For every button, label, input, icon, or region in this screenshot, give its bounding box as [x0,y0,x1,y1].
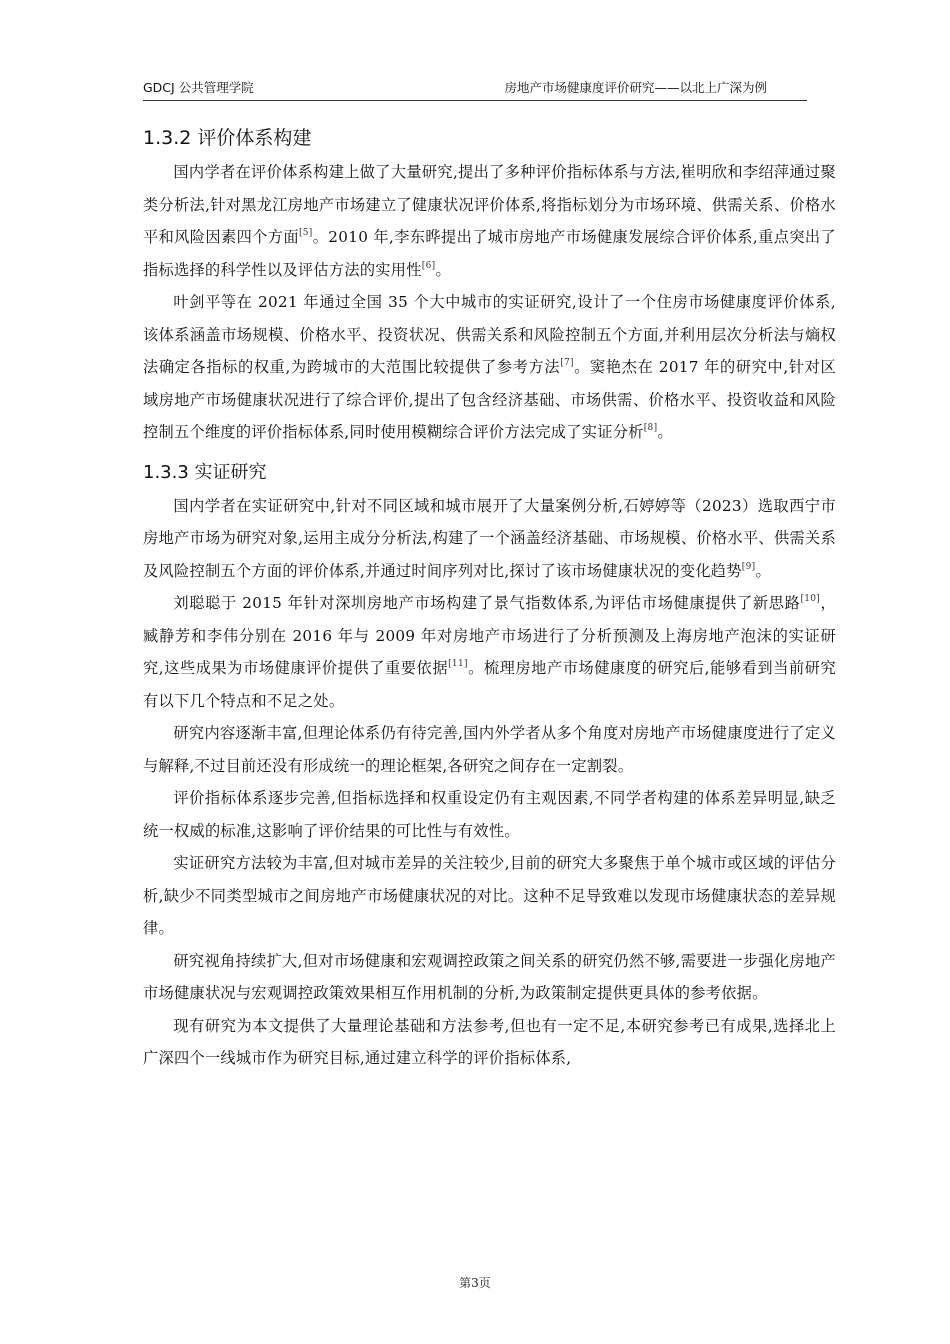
header-right: 房地产市场健康度评价研究——以北上广深为例 [504,80,767,95]
paragraph [143,156,836,286]
paragraph-text: 。 [657,423,673,441]
paragraph-text: 国内学者在实证研究中,针对不同区域和城市展开了大量案例分析,石婷婷等（2023）选取西宁市房地产市场为研究对象,运用主成分分析法,构建了一个涵盖经济基础、市场规模、价格水平、供需关系及风险控制五个方面的评价体系,并通过时间序列对比,探讨了该市场健康状况的变化趋势 [143,496,836,580]
paragraph-text: 。梳理房地产市场健康度的研究后,能够看到当前研究有以下几个特点和不足之处。 [143,659,836,710]
paragraph [143,286,836,449]
citation-ref: [11] [448,659,468,669]
citation-ref: [9] [741,561,756,572]
section-heading-1-3-3: 1.3.3 实证研究 [143,461,267,483]
paragraph: 现有研究为本文提供了大量理论基础和方法参考,但也有一定不足,本研究参考已有成果,选择北上广深四个一线城市作为研究目标,通过建立科学的评价指标体系, [143,1016,836,1067]
header-left: GDCJ 公共管理学院 [143,80,254,95]
citation-ref: [5] [298,228,313,238]
page-number: 第3页 [459,1276,491,1290]
section-heading-1-3-2: 1.3.2 评价体系构建 [143,127,312,149]
citation-ref: [8] [643,423,658,433]
paragraph [143,587,836,717]
paragraph: 实证研究方法较为丰富,但对城市差异的关注较少,目前的研究大多聚焦于单个城市或区域的评估分析,缺少不同类型城市之间房地产市场健康状况的对比。这种不足导致难以发现市场健康状态的差异规律。 [143,854,836,937]
paragraph-text: 。 [435,260,451,279]
paragraph-text: 。 [755,561,771,580]
paragraph: 评价指标体系逐步完善,但指标选择和权重设定仍有主观因素,不同学者构建的体系差异明显,缺乏统一权威的标准,这影响了评价结果的可比性与有效性。 [143,789,836,840]
page-content [143,115,836,1075]
paragraph-text: 。窦艳杰在 2017 年的研究中,针对区域房地产市场健康状况进行了综合评价,提出了包含经济基础、市场供需、价格水平、投资收益和风险控制五个维度的评价指标体系,同时使用模糊综合评价方法完成了实证分析 [143,358,836,441]
paragraph-text: 。2010 年,李东晔提出了城市房地产市场健康发展综合评价体系,重点突出了指标选择的科学性以及评估方法的实用性 [143,228,837,279]
citation-ref: [7] [560,358,574,368]
citation-ref: [6] [421,260,436,271]
paragraph-text: 刘聪聪于 2015 年针对深圳房地产市场构建了景气指数体系,为评估市场健康提供了新思路 [173,594,801,612]
paragraph: 研究内容逐渐丰富,但理论体系仍有待完善,国内外学者从多个角度对房地产市场健康度进行了定义与解释,不过目前还没有形成统一的理论框架,各研究之间存在一定割裂。 [143,724,836,775]
paragraph-text: ，臧静芳和李伟分别在 2016 年与 2009 年对房地产市场进行了分析预测及上海房地产泡沫的实证研究,这些成果为市场健康评价提供了重要依据 [143,594,836,677]
citation-ref: [10] [800,594,821,604]
paragraph: 研究视角持续扩大,但对市场健康和宏观调控政策之间关系的研究仍然不够,需要进一步强化房地产市场健康状况与宏观调控政策效果相互作用机制的分析,为政策制定提供更具体的参考依据。 [143,951,836,1002]
paragraph-text: 叶剑平等在 2021 年通过全国 35 个大中城市的实证研究,设计了一个住房市场健康度评价体系,该体系涵盖市场规模、价格水平、投资状况、供需关系和风险控制五个方面,并利用层次分析法与熵权法确定各指标的权重,为跨城市的大范围比较提供了参考方法 [143,293,836,376]
header-divider [143,100,807,101]
page-header [143,76,807,100]
paragraph [143,490,836,588]
paragraph-text: 国内学者在评价体系构建上做了大量研究,提出了多种评价指标体系与方法,崔明欣和李绍萍通过聚类分析法,针对黑龙江房地产市场建立了健康状况评价体系,将指标划分为市场环境、供需关系、价格水平和风险因素四个方面 [143,163,836,246]
